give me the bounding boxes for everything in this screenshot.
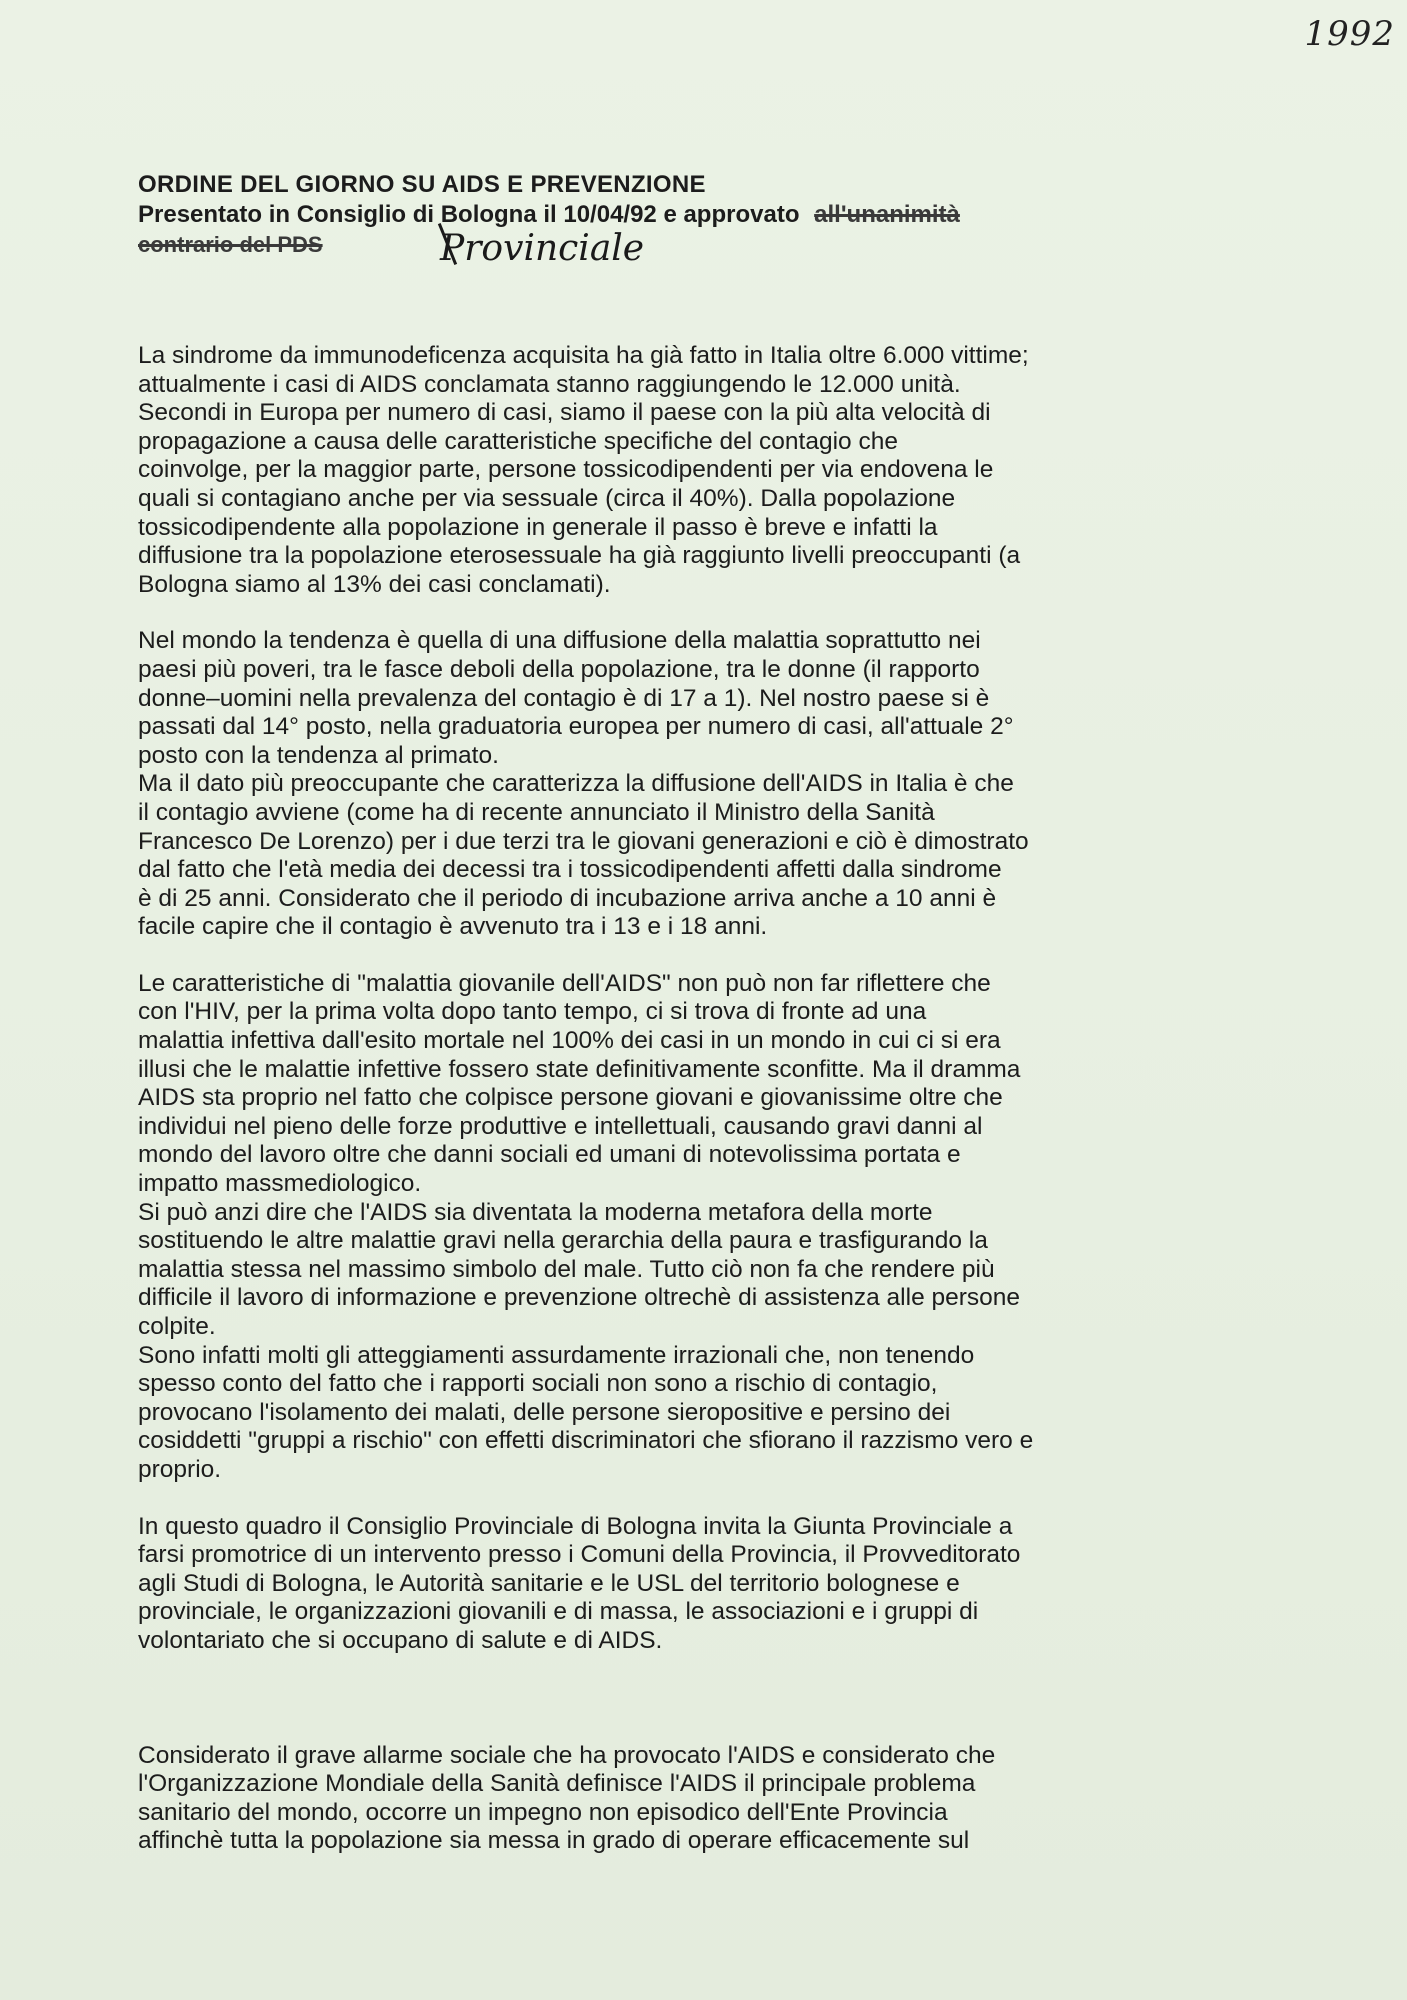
paragraph-line: posto con la tendenza al primato.	[138, 741, 499, 769]
paragraph-line: con l'HIV, per la prima volta dopo tanto tempo, ci si trova di fronte ad una	[138, 998, 927, 1026]
paragraph-line: quali si contagiano anche per via sessuale (circa il 40%). Dalla popolazione	[138, 484, 956, 512]
paragraph-line: sanitario del mondo, occorre un impegno non episodico dell'Ente Provincia	[138, 1798, 948, 1826]
struck-out-text: all'unanimità	[814, 201, 960, 228]
paragraph-line: Sono infatti molti gli atteggiamenti assurdamente irrazionali che, non tenendo	[138, 1341, 975, 1369]
paragraph-line: sostituendo le altre malattie gravi nella gerarchia della paura e trasfigurando la	[138, 1227, 988, 1255]
paragraph-line: AIDS sta proprio nel fatto che colpisce persone giovani e giovanissime oltre che	[138, 1084, 1003, 1112]
paragraph-line: donne–uomini nella prevalenza del contagio è di 17 a 1). Nel nostro paese si è	[138, 684, 990, 712]
paragraph-line: coinvolge, per la maggior parte, persone tossicodipendenti per via endovena le	[138, 456, 994, 484]
paragraph-line: il contagio avviene (come ha di recente annunciato il Ministro della Sanità	[138, 798, 935, 826]
paragraph-line: Nel mondo la tendenza è quella di una diffusione della malattia soprattutto nei	[138, 627, 981, 655]
paragraph-line: La sindrome da immunodeficenza acquisita ha già fatto in Italia oltre 6.000 vittime;	[138, 342, 1029, 369]
paragraph-line: tossicodipendente alla popolazione in generale il passo è breve e infatti la	[138, 513, 938, 541]
paragraph-line: agli Studi di Bologna, le Autorità sanitarie e le USL del territorio bolognese e	[138, 1569, 960, 1597]
document-header	[138, 170, 1238, 258]
paragraph-line: l'Organizzazione Mondiale della Sanità definisce l'AIDS il principale problema	[138, 1770, 976, 1798]
paragraph-line: è di 25 anni. Considerato che il periodo di incubazione arriva anche a 10 anni è	[138, 884, 997, 912]
paragraph	[138, 342, 1288, 599]
document-subtitle	[138, 200, 1238, 230]
paragraph-line: Le caratteristiche di "malattia giovanile dell'AIDS" non può non far riflettere che	[138, 969, 991, 997]
paragraph-line: diffusione tra la popolazione eterosessuale ha già raggiunto livelli preoccupanti (a	[138, 542, 1021, 570]
paragraph-line: propagazione a causa delle caratteristiche specifiche del contagio che	[138, 427, 898, 455]
handwritten-insertion: Provinciale	[440, 228, 645, 269]
paragraph	[138, 627, 1288, 942]
handwritten-page-number: 1992	[1304, 14, 1395, 54]
paragraph-line: spesso conto del fatto che i rapporti sociali non sono a rischio di contagio,	[138, 1370, 938, 1398]
paragraph-line: facile capire che il contagio è avvenuto tra i 13 e i 18 anni.	[138, 913, 768, 941]
document-body	[138, 342, 1288, 1884]
paragraph-line: provocano l'isolamento dei malati, delle persone sieropositive e persino dei	[138, 1398, 951, 1426]
paragraph-line: Considerato il grave allarme sociale che ha provocato l'AIDS e considerato che	[138, 1741, 996, 1769]
paragraph	[138, 1513, 1288, 1656]
paragraph-line: proprio.	[138, 1455, 222, 1483]
subtitle-text: Presentato in Consiglio di Bologna il 10/04/92 e approvato	[138, 201, 800, 228]
paragraph-line: Ma il dato più preoccupante che caratterizza la diffusione dell'AIDS in Italia è che	[138, 770, 1014, 798]
paragraph-line: passati dal 14° posto, nella graduatoria europea per numero di casi, all'attuale 2°	[138, 713, 1014, 741]
paragraph-line: dal fatto che l'età media dei decessi tra i tossicodipendenti affetti dalla sindrome	[138, 856, 1002, 884]
paragraph-line: paesi più poveri, tra le fasce deboli della popolazione, tra le donne (il rapporto	[138, 655, 980, 683]
paragraph-line: Si può anzi dire che l'AIDS sia diventata la moderna metafora della morte	[138, 1198, 933, 1226]
paragraph-line: Bologna siamo al 13% dei casi conclamati).	[138, 570, 611, 598]
paragraph-line: Francesco De Lorenzo) per i due terzi tra le giovani generazioni e ciò è dimostrato	[138, 827, 1029, 855]
struck-out-text-line-2: contrario del PDS	[138, 232, 323, 257]
paragraph-line: volontariato che si occupano di salute e di AIDS.	[138, 1626, 663, 1654]
paragraph-line: individui nel pieno delle forze produttive e intellettuali, causando gravi danni al	[138, 1112, 983, 1140]
paragraph	[138, 970, 1288, 1485]
paragraph-line: attualmente i casi di AIDS conclamata stanno raggiungendo le 12.000 unità.	[138, 370, 961, 398]
paragraph-line: colpite.	[138, 1313, 216, 1340]
paragraph-line: Secondi in Europa per numero di casi, siamo il paese con la più alta velocità di	[138, 399, 991, 427]
paragraph-line: mondo del lavoro oltre che danni sociali ed umani di notevolissima portata e	[138, 1141, 961, 1169]
paragraph-line: malattia stessa nel massimo simbolo del male. Tutto ciò non fa che rendere più	[138, 1255, 995, 1283]
document-title: ORDINE DEL GIORNO SU AIDS E PREVENZIONE	[138, 171, 706, 198]
paragraph-line: provinciale, le organizzazioni giovanili e di massa, le associazioni e i gruppi di	[138, 1598, 979, 1626]
paragraph	[138, 1742, 1288, 1856]
paragraph-line: illusi che le malattie infettive fossero state definitivamente sconfitte. Ma il dramma	[138, 1055, 1021, 1083]
paragraph-line: impatto massmediologico.	[138, 1170, 422, 1198]
paragraph-line: difficile il lavoro di informazione e prevenzione oltrechè di assistenza alle persone	[138, 1284, 1021, 1312]
paragraph-line: affinchè tutta la popolazione sia messa in grado di operare efficacemente sul	[138, 1827, 970, 1855]
paragraph-line: farsi promotrice di un intervento presso i Comuni della Provincia, il Provveditorato	[138, 1541, 1021, 1569]
paragraph-line: In questo quadro il Consiglio Provinciale di Bologna invita la Giunta Provinciale a	[138, 1512, 1013, 1540]
paragraph-line: cosiddetti "gruppi a rischio" con effetti discriminatori che sfiorano il razzismo vero e	[138, 1427, 1034, 1455]
paragraph-line: malattia infettiva dall'esito mortale nel 100% dei casi in un mondo in cui ci si era	[138, 1027, 1001, 1055]
